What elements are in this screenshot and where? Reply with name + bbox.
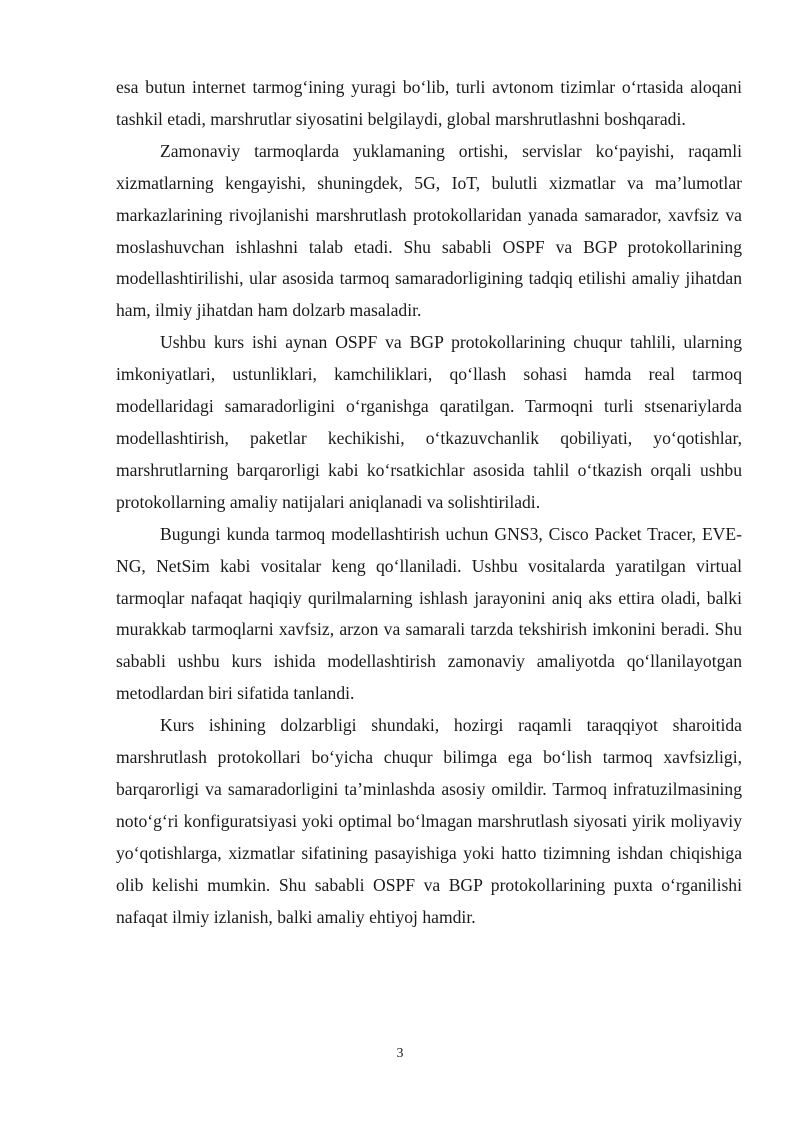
page-number: 3 (396, 1046, 404, 1061)
paragraph-relevance: Kurs ishining dolzarbligi shundaki, hozirgi raqamli taraqqiyot sharoitida marshrutlash protokollari bo‘yicha chuqur bilimga ega bo‘lish tarmoq xavfsizligi, barqarorligi va samaradorligini ta’minlashda asosiy omildir. Tarmoq infratuzilmasining noto‘g‘ri konfiguratsiyasi yoki optimal bo‘lmagan marshrutlash siyosati yirik moliyaviy yo‘qotishlarga, xizmatlar sifatining pasayishiga yoki hatto tizimning ishdan chiqishiga olib kelishi mumkin. Shu sababli OSPF va BGP protokollarining puxta o‘rganilishi nafaqat ilmiy izlanish, balki amaliy ehtiyoj hamdir. (116, 715, 742, 927)
paragraph-modern-networks: Zamonaviy tarmoqlarda yuklamaning ortishi, servislar ko‘payishi, raqamli xizmatlarning kengayishi, shuningdek, 5G, IoT, bulutli xizmatlar va ma’lumotlar markazlarining rivojlanishi marshrutlash protokollaridan yanada samarador, xavfsiz va moslashuvchan ishlashni talab etadi. Shu sababli OSPF va BGP protokollarining modellashtirilishi, ular asosida tarmoq samaradorligining tadqiq etilishi amaliy jihatdan ham, ilmiy jihatdan ham dolzarb masaladir. (116, 140, 742, 321)
paragraph-continued: esa butun internet tarmog‘ining yuragi bo‘lib, turli avtonom tizimlar o‘rtasida aloqani tashkil etadi, marshrutlar siyosatini belgilaydi, global marshrutlashni boshqaradi. (116, 77, 742, 129)
paragraph-modeling-tools: Bugungi kunda tarmoq modellashtirish uchun GNS3, Cisco Packet Tracer, EVE-NG, NetSim kabi vositalar keng qo‘llaniladi. Ushbu vositalarda yaratilgan virtual tarmoqlar nafaqat haqiqiy qurilmalarning ishlash jarayonini aniq aks ettira oladi, balki murakkab tarmoqlarni xavfsiz, arzon va samarali tarzda tekshirish imkonini beradi. Shu sababli ushbu kurs ishida modellashtirish zamonaviy amaliyotda qo‘llanilayotgan metodlardan biri sifatida tanlandi. (116, 523, 742, 704)
document-body (116, 72, 742, 933)
paragraph-course-aim: Ushbu kurs ishi aynan OSPF va BGP protokollarining chuqur tahlili, ularning imkoniyatlari, ustunliklari, kamchiliklari, qo‘llash sohasi hamda real tarmoq modellaridagi samaradorligini o‘rganishga qaratilgan. Tarmoqni turli stsenariylarda modellashtirish, paketlar kechikishi, o‘tkazuvchanlik qobiliyati, yo‘qotishlar, marshrutlarning barqarorligi kabi ko‘rsatkichlar asosida tahlil o‘tkazish orqali ushbu protokollarning amaliy natijalari aniqlanadi va solishtiriladi. (116, 332, 742, 512)
